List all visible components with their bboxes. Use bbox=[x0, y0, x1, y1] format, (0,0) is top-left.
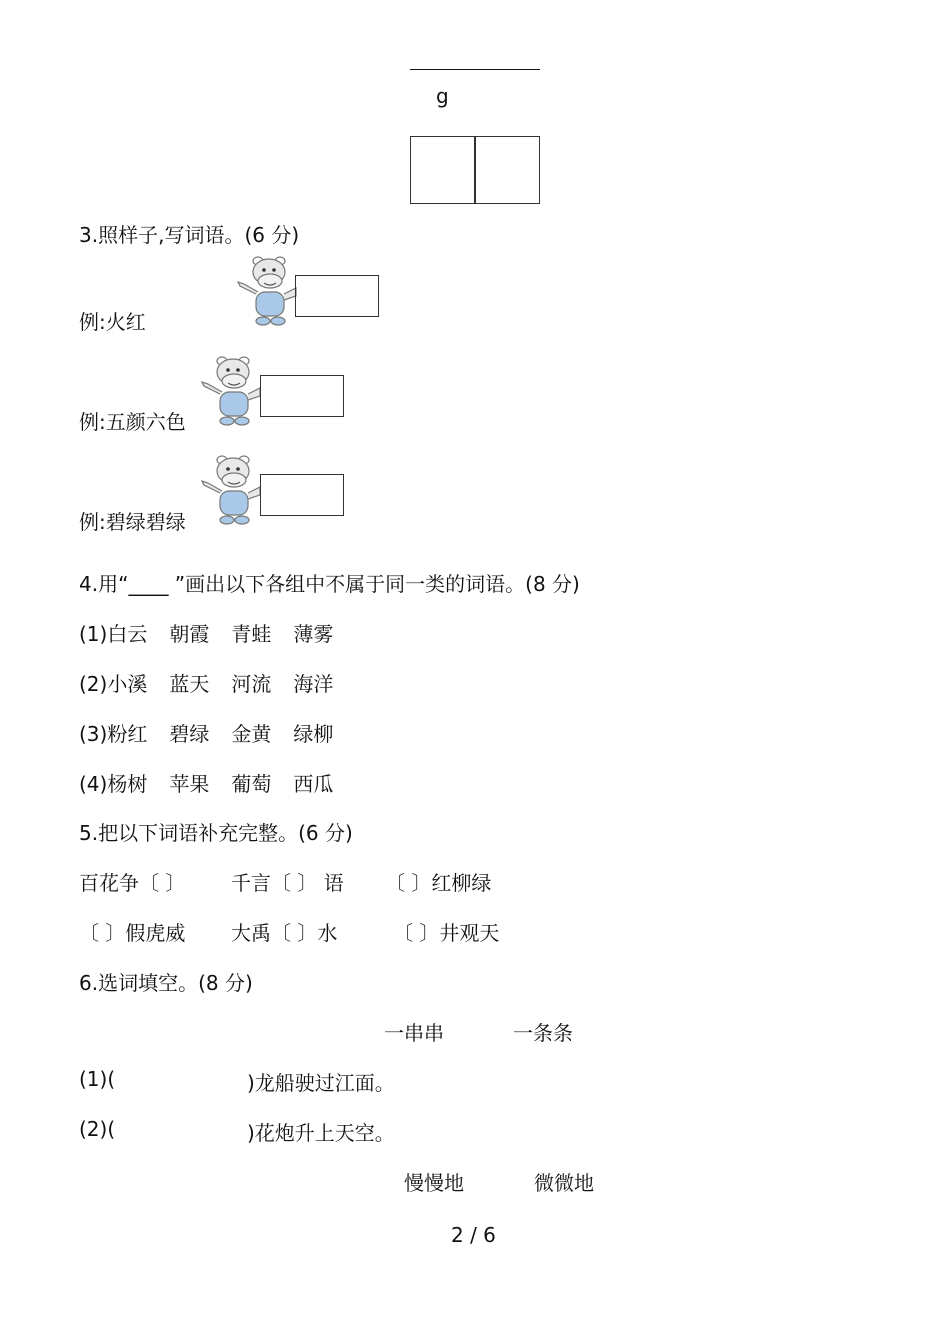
q6-item-2-text: )花炮升上天空。 bbox=[247, 1121, 395, 1145]
q6-item-1-blank[interactable] bbox=[117, 1067, 245, 1093]
word: 蓝天 bbox=[169, 672, 210, 696]
q3-title: 3.照样子,写词语。(6 分) bbox=[79, 223, 300, 247]
word: 薄雾 bbox=[293, 622, 334, 646]
q4-title: 4.用“____ ”画出以下各组中不属于同一类的词语。(8 分) bbox=[79, 572, 580, 596]
word: 小溪 bbox=[107, 672, 148, 696]
q6-item-2-blank[interactable] bbox=[117, 1117, 245, 1143]
group-number: (1) bbox=[79, 622, 108, 646]
q6-item-1-number: (1)( bbox=[79, 1067, 116, 1091]
q3-example-2: 例:五颜六色 bbox=[79, 410, 186, 434]
q6-item-1-text: )龙船驶过江面。 bbox=[247, 1071, 395, 1095]
q4-group-1 bbox=[79, 618, 333, 647]
pinyin-writing-line bbox=[410, 69, 540, 70]
idiom-blank[interactable]: 〔 〕假虎威 bbox=[79, 921, 186, 945]
idiom-blank[interactable]: 〔 〕红柳绿 bbox=[385, 871, 492, 895]
hippo-mascot-icon bbox=[200, 453, 262, 525]
word: 青蛙 bbox=[231, 622, 272, 646]
word: 朝霞 bbox=[169, 622, 210, 646]
pinyin-letter: g bbox=[436, 84, 449, 108]
idiom-blank[interactable]: 〔 〕井观天 bbox=[393, 921, 500, 945]
word-option: 一串串 bbox=[384, 1021, 444, 1045]
word: 金黄 bbox=[231, 722, 272, 746]
group-number: (2) bbox=[79, 672, 108, 696]
q4-group-4 bbox=[79, 768, 333, 797]
word: 苹果 bbox=[169, 772, 210, 796]
q3-answer-box-2[interactable] bbox=[260, 375, 344, 417]
q3-answer-box-1[interactable] bbox=[295, 275, 379, 317]
word: 葡萄 bbox=[231, 772, 272, 796]
idiom-blank[interactable]: 千言〔 〕 语 bbox=[231, 871, 344, 895]
idiom-blank[interactable]: 百花争〔 〕 bbox=[79, 871, 186, 895]
character-box-left bbox=[410, 136, 476, 204]
page-number: 2 / 6 bbox=[451, 1223, 496, 1247]
word: 粉红 bbox=[107, 722, 148, 746]
word: 杨树 bbox=[107, 772, 148, 796]
word: 碧绿 bbox=[169, 722, 210, 746]
q3-example-3: 例:碧绿碧绿 bbox=[79, 510, 186, 534]
q4-group-3 bbox=[79, 718, 333, 747]
word-option: 慢慢地 bbox=[404, 1171, 464, 1195]
group-number: (4) bbox=[79, 772, 108, 796]
q3-answer-box-3[interactable] bbox=[260, 474, 344, 516]
character-box-right bbox=[474, 136, 540, 204]
hippo-mascot-icon bbox=[200, 354, 262, 426]
word: 白云 bbox=[107, 622, 148, 646]
word: 绿柳 bbox=[293, 722, 334, 746]
q6-item-2-number: (2)( bbox=[79, 1117, 116, 1141]
word-option: 微微地 bbox=[534, 1171, 594, 1195]
hippo-mascot-icon bbox=[236, 254, 298, 326]
word: 河流 bbox=[231, 672, 272, 696]
q5-title: 5.把以下词语补充完整。(6 分) bbox=[79, 821, 353, 845]
word: 海洋 bbox=[293, 672, 334, 696]
word: 西瓜 bbox=[293, 772, 334, 796]
q3-example-1: 例:火红 bbox=[79, 310, 146, 334]
q6-title: 6.选词填空。(8 分) bbox=[79, 971, 253, 995]
idiom-blank[interactable]: 大禹〔 〕水 bbox=[231, 921, 338, 945]
q4-group-2 bbox=[79, 668, 333, 697]
word-option: 一条条 bbox=[513, 1021, 573, 1045]
group-number: (3) bbox=[79, 722, 108, 746]
